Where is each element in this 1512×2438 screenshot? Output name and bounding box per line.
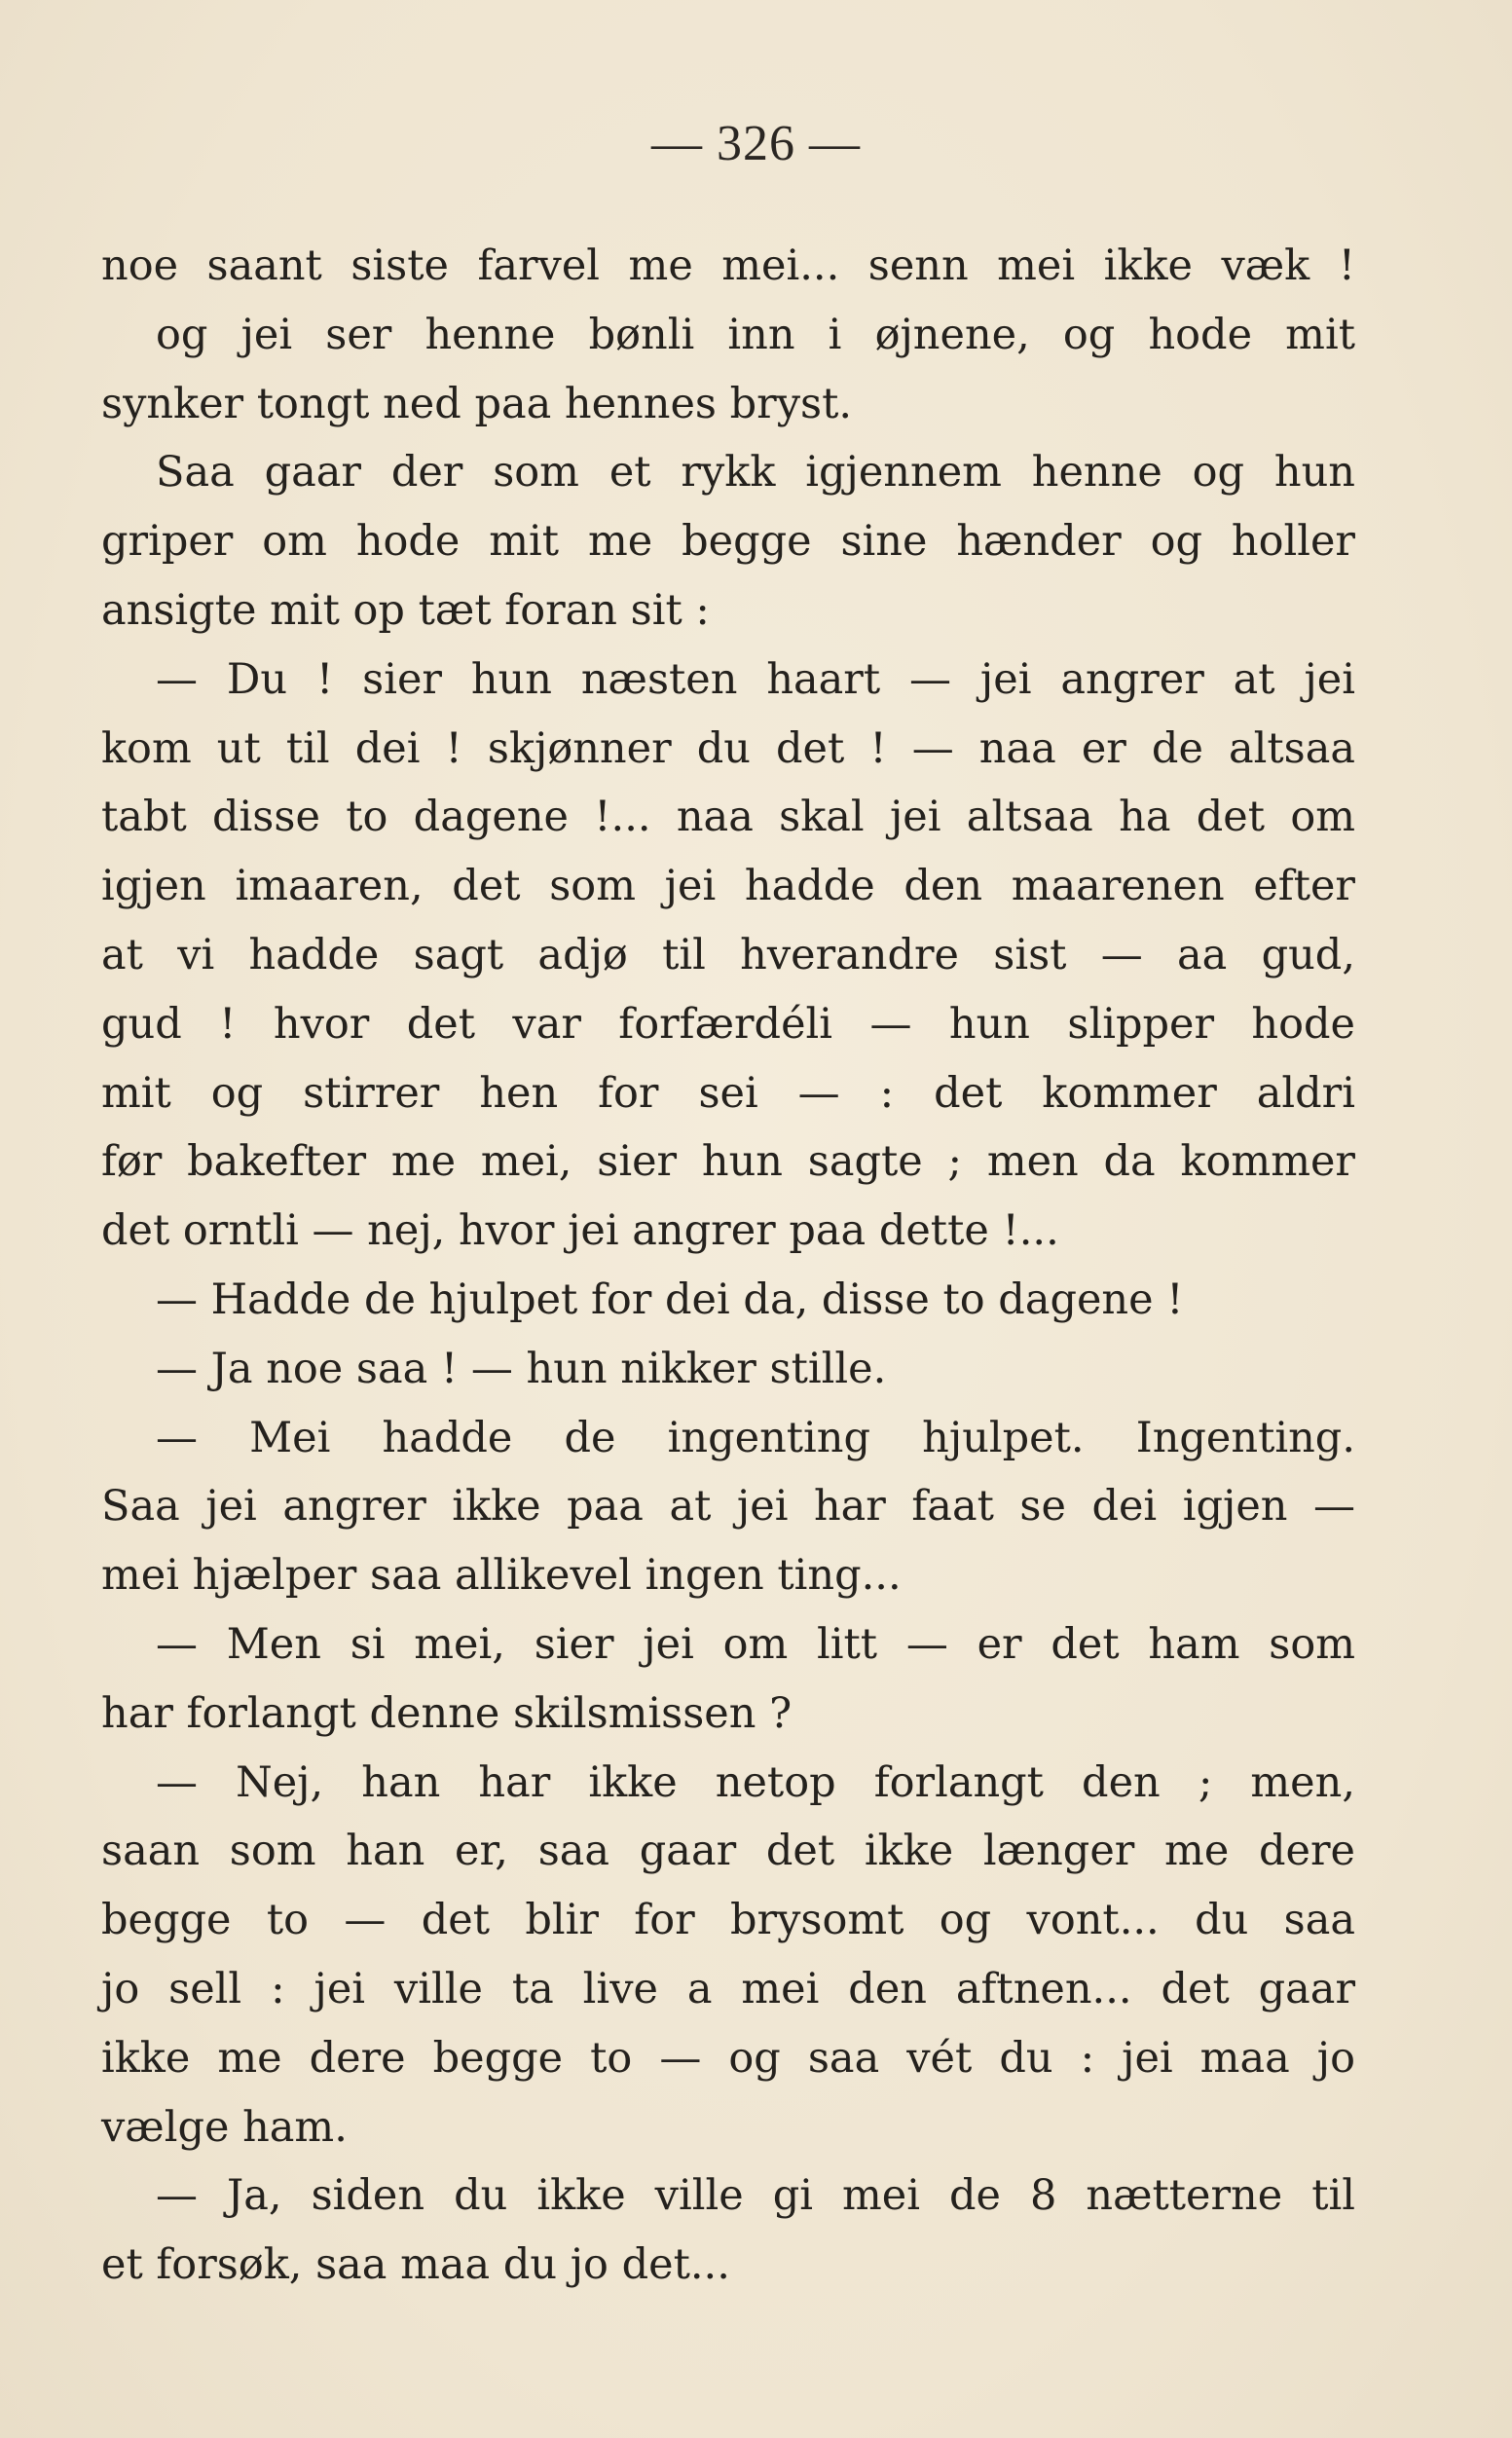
text-line: mei hjælper saa allikevel ingen ting...: [101, 1551, 902, 1601]
text-line: noe saant siste farvel me mei... senn mei ikke væk !: [101, 241, 1355, 290]
text-line: ikke me dere begge to — og saa vét du : jei maa jo: [101, 2033, 1355, 2083]
text-line: — Ja, siden du ikke ville gi mei de 8 nætterne til: [156, 2171, 1355, 2221]
text-line: igjen imaaren, det som jei hadde den maarenen efter: [101, 862, 1355, 911]
text-line: — Du ! sier hun næsten haart — jei angrer at jei: [156, 654, 1355, 704]
text-line: og jei ser henne bønli inn i øjnene, og hode mit: [156, 310, 1355, 359]
text-line: tabt disse to dagene !... naa skal jei altsaa ha det om: [101, 793, 1355, 842]
text-line: — Nej, han har ikke netop forlangt den ; men,: [156, 1757, 1355, 1807]
text-line: ansigte mit op tæt foran sit :: [101, 585, 710, 635]
text-line: mit og stirrer hen for sei — : det kommer aldri: [101, 1068, 1355, 1118]
text-line: det orntli — nej, hvor jei angrer paa dette !...: [101, 1206, 1059, 1256]
text-line: begge to — det blir for brysomt og vont... du saa: [101, 1896, 1355, 1945]
text-line: — Ja noe saa ! — hun nikker stille.: [156, 1344, 887, 1393]
text-line: synker tongt ned paa hennes bryst.: [101, 379, 853, 428]
text-line: gud ! hvor det var forfærdéli — hun slipper hode: [101, 999, 1355, 1049]
text-line: Saa jei angrer ikke paa at jei har faat se dei igjen —: [101, 1482, 1355, 1532]
text-line: Saa gaar der som et rykk igjennem henne og hun: [156, 448, 1355, 498]
text-line: før bakefter me mei, sier hun sagte ; men da kommer: [101, 1137, 1355, 1187]
text-line: kom ut til dei ! skjønner du det ! — naa er de altsaa: [101, 723, 1355, 773]
text-line: — Mei hadde de ingenting hjulpet. Ingenting.: [156, 1413, 1355, 1462]
text-line: at vi hadde sagt adjø til hverandre sist — aa gud,: [101, 930, 1355, 979]
text-line: jo sell : jei ville ta live a mei den aftnen... det gaar: [101, 1964, 1355, 2013]
page-number: — 326 —: [651, 116, 861, 171]
text-line: — Men si mei, sier jei om litt — er det ham som: [156, 1619, 1355, 1669]
text-line: har forlangt denne skilsmissen ?: [101, 1688, 793, 1738]
text-line: vælge ham.: [101, 2102, 348, 2152]
body-text: [101, 232, 1355, 2300]
text-line: saan som han er, saa gaar det ikke længer me dere: [101, 1827, 1355, 1876]
text-line: et forsøk, saa maa du jo det...: [101, 2240, 730, 2290]
text-line: — Hadde de hjulpet for dei da, disse to dagene !: [156, 1274, 1184, 1324]
text-line: griper om hode mit me begge sine hænder og holler: [101, 517, 1355, 567]
